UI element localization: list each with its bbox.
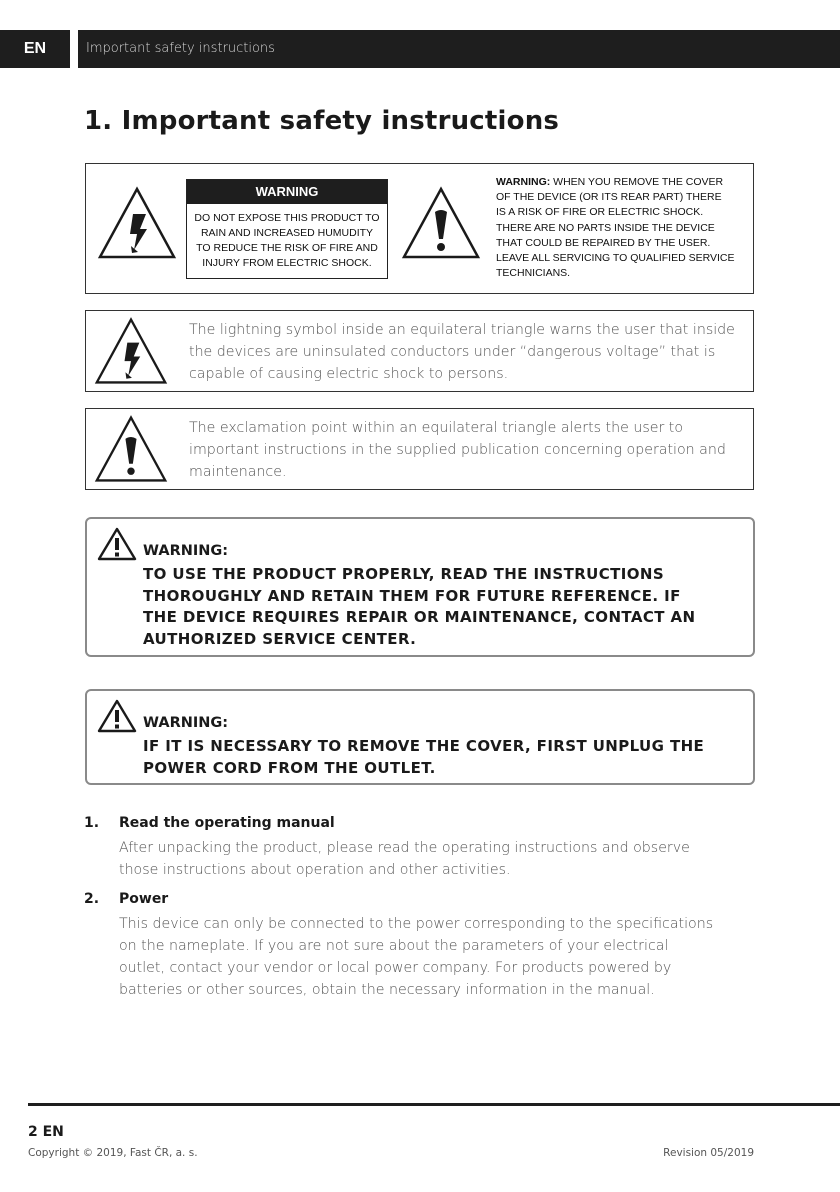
lightning-explanation: The lightning symbol inside an equilateral triangle warns the user that inside the devices are uninsulated conductors under “dangerous voltage” that is capable of causing electric shock to persons. [189,322,735,382]
warning-label: WARNING: [143,543,229,559]
cover-warning-line: THERE ARE NO PARTS INSIDE THE DEVICE [496,221,715,234]
item-text-line: those instructions about operation and other activities. [119,862,511,878]
warning-text-line: POWER CORD FROM THE OUTLET. [143,758,436,777]
warning-text-line: TO USE THE PRODUCT PROPERLY, READ THE INSTRUCTIONS [143,565,665,583]
warning-text [143,736,743,779]
item-title: Power [119,891,169,907]
warning-text-line: THOROUGHLY AND RETAIN THEM FOR FUTURE REFERENCE. IF [143,586,681,605]
lightning-icon [94,316,168,386]
item-number: 2. [84,891,100,907]
warning-line: INJURY FROM ELECTRIC SHOCK. [202,257,372,269]
lightning-warning-icon [97,186,177,260]
warning-box-manual [85,517,755,657]
warning-line: TO REDUCE THE RISK OF FIRE AND [196,242,378,254]
item-title: Read the operating manual [119,815,335,831]
warning-text-line: IF IT IS NECESSARY TO REMOVE THE COVER, FIRST UNPLUG THE [143,737,705,755]
warning-label-box [186,179,388,279]
revision: Revision 05/2019 [663,1147,754,1159]
item-text-line: This device can only be connected to the power corresponding to the specifications [119,916,714,932]
warning-box-cover [85,689,755,785]
cover-warning-line: IS A RISK OF FIRE OR ELECTRIC SHOCK. [496,206,704,219]
item-text-line: outlet, contact your vendor or local power company. For products powered by [119,960,672,976]
header-section-title: Important safety instructions [86,41,275,56]
exclamation-explanation: The exclamation point within an equilateral triangle alerts the user to important instructions in the supplied publication concerning operation and maintenance. [189,420,726,480]
cover-warning-label: WARNING: [496,176,551,188]
copyright: Copyright © 2019, Fast ČR, a. s. [28,1147,198,1159]
cover-warning-line: TECHNICIANS. [496,267,571,280]
item-text-line: After unpacking the product, please read the operating instructions and observe [119,840,690,856]
warning-line: DO NOT EXPOSE THIS PRODUCT TO [194,212,380,224]
warning-label-heading: WARNING [187,180,387,204]
warning-text-line: AUTHORIZED SERVICE CENTER. [143,629,417,648]
warning-label-text [187,204,387,271]
item-text-line: batteries or other sources, obtain the necessary information in the manual. [119,982,655,998]
lightning-symbol-box [85,310,754,392]
exclamation-icon [94,414,168,484]
item-text [119,837,759,881]
warning-triangle-icon [97,699,137,733]
cover-warning-line [496,175,746,190]
item-number: 1. [84,815,100,831]
safety-symbols-panel [85,163,754,294]
page-header [0,30,840,68]
page-number: 2 EN [28,1124,64,1140]
cover-warning-text-span: WHEN YOU REMOVE THE COVER [553,176,724,188]
item-text-line: on the nameplate. If you are not sure about the parameters of your electrical [119,938,669,954]
exclamation-symbol-box [85,408,754,490]
warning-triangle-icon [97,527,137,561]
warning-text [143,564,743,650]
page-title: 1. Important safety instructions [84,106,560,136]
cover-warning-line: OF THE DEVICE (OR ITS REAR PART) THERE [496,191,722,204]
warning-text-line: THE DEVICE REQUIRES REPAIR OR MAINTENANCE, CONTACT AN [143,608,696,626]
language-tab: EN [0,30,70,68]
cover-warning-line: LEAVE ALL SERVICING TO QUALIFIED SERVICE [496,252,735,265]
footer-rule [28,1103,840,1106]
cover-warning-line: THAT COULD BE REPAIRED BY THE USER. [496,236,711,249]
warning-label: WARNING: [143,715,229,731]
item-text [119,913,759,1001]
warning-line: RAIN AND INCREASED HUMUDITY [200,227,374,239]
header-bar [78,30,840,68]
cover-warning-text [496,175,746,281]
exclamation-warning-icon [401,186,481,260]
